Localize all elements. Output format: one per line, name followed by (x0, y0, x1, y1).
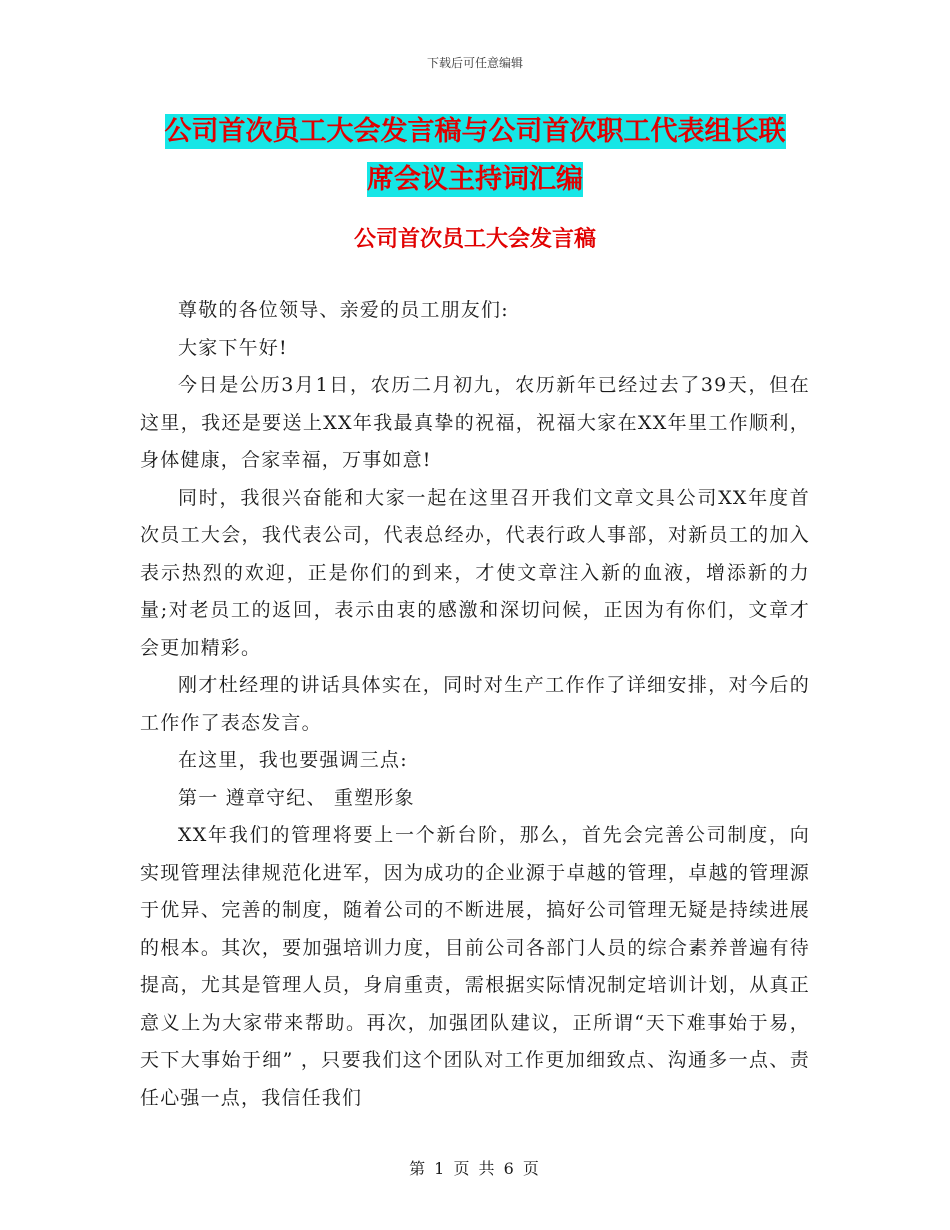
document-title-line-2: 席会议主持词汇编 (367, 164, 583, 195)
paragraph: 刚才杜经理的讲话具体实在，同时对生产工作作了详细安排，对今后的工作作了表态发言。 (140, 674, 810, 734)
paragraph-salutation: 尊敬的各位领导、亲爱的员工朋友们: (178, 299, 509, 321)
paragraph-greeting: 大家下午好! (178, 336, 288, 359)
paragraph: 今日是公历3月1日，农历二月初九，农历新年已经过去了39天，但在这里，我还是要送上XX年我最真挚的祝福，祝福大家在XX年里工作顺利，身体健康，合家幸福，万事如意! (140, 374, 810, 471)
document-title (150, 108, 800, 204)
document-body (140, 292, 810, 1117)
header-note: 下载后可任意编辑 (426, 56, 523, 70)
paragraph: XX年我们的管理将要上一个新台阶，那么，首先会完善公司制度，向实现管理法律规范化进军，因为成功的企业源于卓越的管理，卓越的管理源于优异、完善的制度，随着公司的不断进展，搞好公司管理无疑是持续进展的根本。其次，要加强培训力度，目前公司各部门人员的综合素养普遍有待提高，尤其是管理人员，身肩重责，需根据实际情况制定培训计划，从真正意义上为大家带来帮助。再次，加强团队建议，正所谓“天下难事始于易，天下大事始于细” ，只要我们这个团队对工作更加细致点、沟通多一点、责任心强一点，我信任我们 (140, 824, 810, 1109)
paragraph: 在这里，我也要强调三点: (178, 749, 408, 771)
document-title-line-1: 公司首次员工大会发言稿与公司首次职工代表组长联 (164, 116, 786, 147)
section-title: 公司首次员工大会发言稿 (353, 227, 596, 252)
paragraph-heading: 第一 遵章守纪、 重塑形象 (178, 786, 415, 809)
paragraph: 同时，我很兴奋能和大家一起在这里召开我们文章文具公司XX年度首次员工大会，我代表公司，代表总经办，代表行政人事部，对新员工的加入表示热烈的欢迎，正是你们的到来，才使文章注入新的血液，增添新的力量;对老员工的返回，表示由衷的感激和深切问候，正因为有你们，文章才会更加精彩。 (140, 486, 810, 659)
page-footer: 第 1 页 共 6 页 (409, 1159, 541, 1178)
